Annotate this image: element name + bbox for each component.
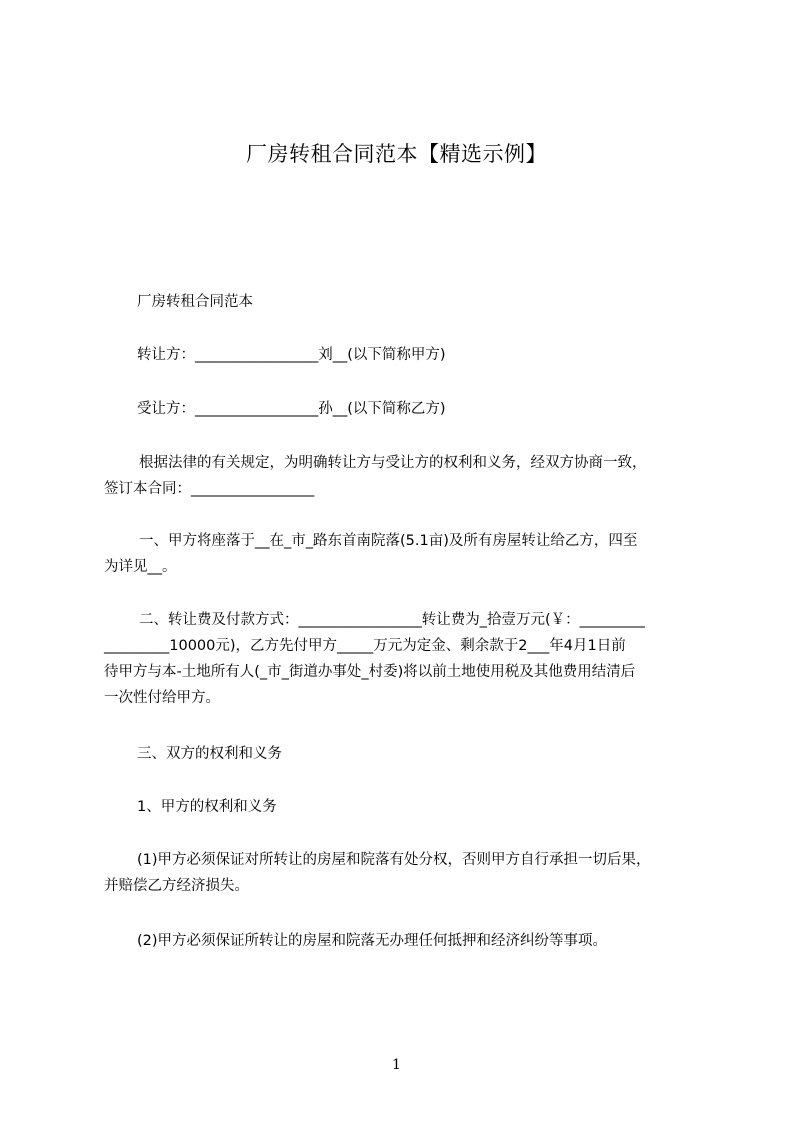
- paragraph-line: 二、转让费及付款方式：_________________转让费为_拾壹万元(￥：_________: [139, 612, 645, 628]
- paragraph-line: (1)甲方必须保证对所转让的房屋和院落有处分权，否则甲方自行承担一切后果，: [137, 852, 651, 868]
- paragraph-transferee: [104, 396, 716, 422]
- paragraph-transferor: [104, 342, 716, 368]
- paragraph-line: 为详见__。: [104, 559, 177, 575]
- paragraph-section-3: [104, 741, 716, 767]
- paragraph-line: 受让方：_________________孙__(以下简称乙方): [137, 401, 446, 417]
- paragraph-line: 三、双方的权利和义务: [137, 746, 282, 762]
- paragraph-line: 待甲方与本-土地所有人(_市_街道办事处_村委)将以前土地使用税及其他费用结清后: [104, 664, 636, 680]
- page-number: 1: [392, 1057, 401, 1073]
- paragraph-line: 并赔偿乙方经济损失。: [104, 878, 249, 894]
- document-title: 厂房转租合同范本【精选示例】: [246, 142, 547, 166]
- paragraph-clause-1: [104, 847, 716, 899]
- paragraph-line: 一、甲方将座落于__在_市_路东首南院落(5.1亩)及所有房屋转让给乙方，四至: [139, 533, 638, 549]
- paragraph-line: 签订本合同：_________________: [104, 481, 315, 497]
- paragraph-section-1: [104, 528, 716, 580]
- paragraph-clause-2: [104, 928, 716, 954]
- paragraph-line: 1、甲方的权利和义务: [137, 799, 277, 815]
- paragraph-preamble: [104, 450, 716, 502]
- paragraph-line: _________10000元)，乙方先付甲方_____万元为定金、剩余款于2___年4月1日前: [104, 638, 626, 654]
- paragraph-line: 厂房转租合同范本: [137, 294, 253, 310]
- paragraph-subsection-1: [104, 794, 716, 820]
- paragraph-line: 转让方：_________________刘__(以下简称甲方): [137, 347, 446, 363]
- paragraph-line: (2)甲方必须保证所转让的房屋和院落无办理任何抵押和经济纠纷等事项。: [137, 933, 608, 949]
- paragraph-heading: [104, 289, 716, 315]
- paragraph-line: 根据法律的有关规定，为明确转让方与受让方的权利和义务，经双方协商一致，: [139, 455, 647, 471]
- paragraph-line: 一次性付给甲方。: [104, 690, 220, 706]
- paragraph-section-2: [104, 607, 716, 711]
